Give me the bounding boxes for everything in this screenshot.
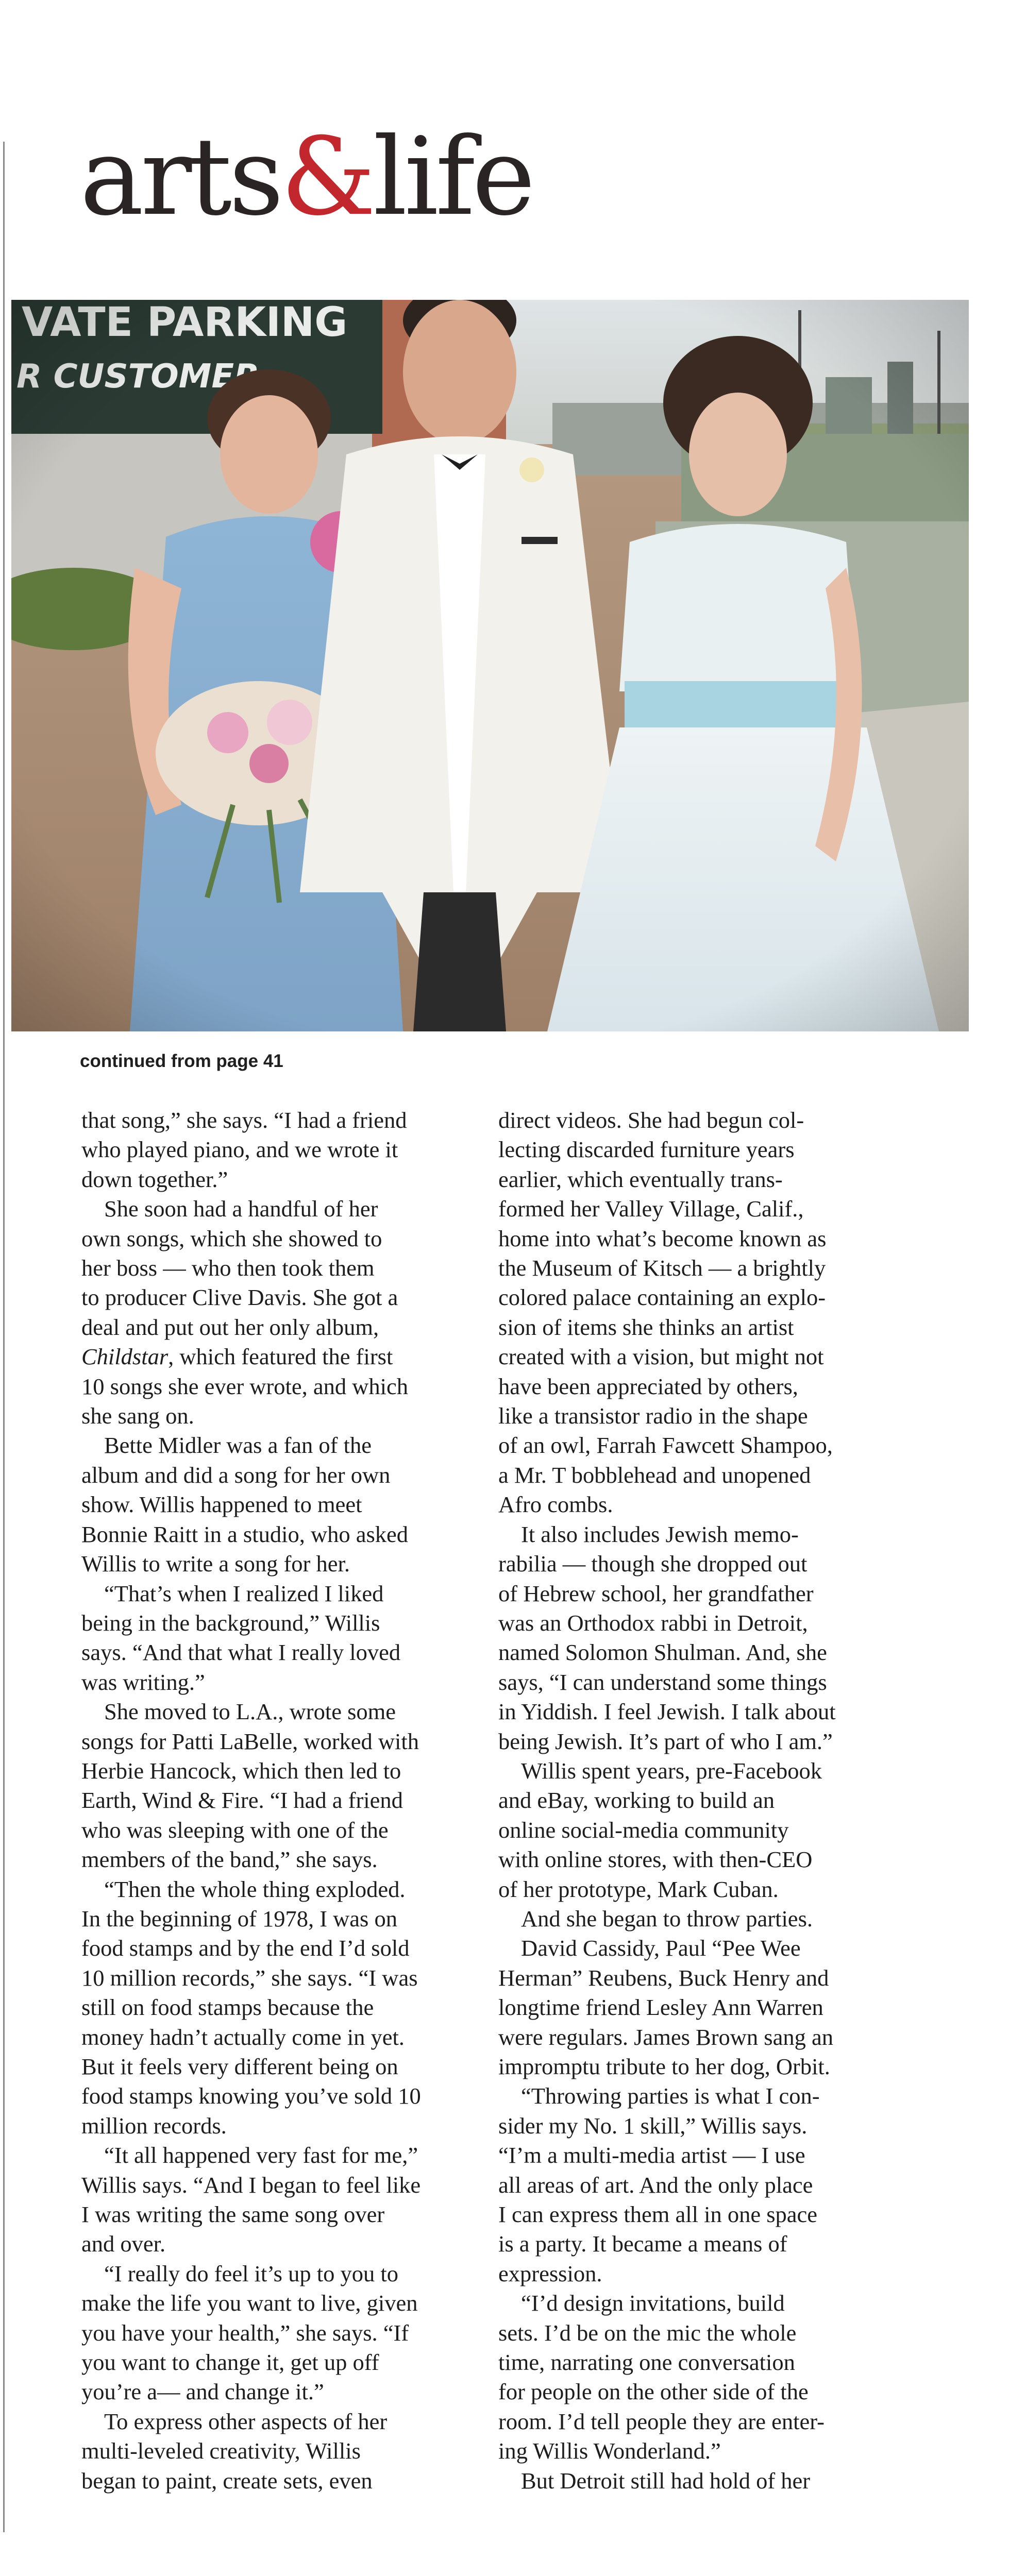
article-line: songs for Patti LaBelle, worked with (81, 1728, 419, 1754)
article-line: you’re a— and change it.” (81, 2379, 324, 2405)
article-paragraph (81, 1579, 452, 1698)
article-line: earlier, which eventually trans- (498, 1166, 783, 1192)
article-column-left (81, 1106, 452, 2496)
article-line: “That’s when I realized I liked (104, 1580, 384, 1606)
article-line: rabilia — though she dropped out (498, 1551, 808, 1577)
article-line: all areas of art. And the only place (498, 2172, 813, 2198)
article-line: In the beginning of 1978, I was on (81, 1905, 398, 1931)
article-line: named Solomon Shulman. And, she (498, 1639, 827, 1666)
article-line: that song,” she says. “I had a friend (81, 1107, 407, 1133)
article-line: room. I’d tell people they are enter- (498, 2408, 825, 2434)
article-line: were regulars. James Brown sang an (498, 2024, 833, 2050)
article-paragraph (81, 2259, 452, 2407)
article-line: It also includes Jewish memo- (521, 1521, 799, 1547)
article-line: longtime friend Lesley Ann Warren (498, 1994, 823, 2021)
article-line: of Hebrew school, her grandfather (498, 1580, 814, 1606)
article-paragraph (498, 1106, 869, 1520)
section-masthead (80, 115, 533, 240)
article-line: she sang on. (81, 1403, 194, 1429)
article-paragraph (498, 1904, 869, 1934)
article-line: album and did a song for her own (81, 1462, 391, 1488)
article-line: her boss — who then took them (81, 1255, 375, 1281)
article-line: David Cassidy, Paul “Pee Wee (521, 1935, 801, 1961)
article-line: like a transistor radio in the shape (498, 1403, 808, 1429)
article-paragraph (81, 2407, 452, 2496)
article-line: have been appreciated by others, (498, 1373, 798, 1399)
article-line: show. Willis happened to meet (81, 1492, 362, 1518)
article-line: make the life you want to live, given (81, 2290, 418, 2316)
article-line: Bonnie Raitt in a studio, who asked (81, 1521, 409, 1547)
article-line: 10 songs she ever wrote, and which (81, 1373, 408, 1399)
article-line: Herman” Reubens, Buck Henry and (498, 1964, 829, 1991)
article-line: Earth, Wind & Fire. “I had a friend (81, 1787, 403, 1814)
article-paragraph (498, 1520, 869, 1756)
article-line: million records. (81, 2112, 227, 2139)
article-line: Willis says. “And I began to feel like (81, 2172, 421, 2198)
article-line: “Throwing parties is what I con- (521, 2083, 820, 2109)
article-line: says, “I can understand some things (498, 1669, 827, 1695)
article-line: Childstar, which featured the first (81, 1344, 393, 1370)
continued-from-label: continued from page 41 (80, 1051, 283, 1071)
article-line: Herbie Hancock, which then led to (81, 1757, 401, 1784)
article-line: “I’m a multi-media artist — I use (498, 2142, 805, 2168)
article-paragraph (81, 2141, 452, 2259)
article-line: created with a vision, but might not (498, 1344, 824, 1370)
article-line: But Detroit still had hold of her (521, 2467, 811, 2494)
article-paragraph (81, 1194, 452, 1431)
article-line: But it feels very different being on (81, 2054, 398, 2079)
article-line: home into what’s become known as (498, 1225, 827, 1251)
article-line: sets. I’d be on the mic the whole (498, 2319, 797, 2346)
article-line: you have your health,” she says. “If (81, 2319, 409, 2346)
article-line: and eBay, working to build an (498, 1787, 775, 1814)
article-line: was writing.” (81, 1669, 205, 1695)
article-line: Willis spent years, pre-Facebook (521, 1757, 822, 1784)
article-line: food stamps and by the end I’d sold (81, 1935, 410, 1961)
article-line: of an owl, Farrah Fawcett Shampoo, (498, 1432, 833, 1459)
article-line: the Museum of Kitsch — a brightly (498, 1255, 826, 1281)
masthead-life: life (373, 115, 533, 240)
article-line: online social-media community (498, 1817, 789, 1843)
article-line: impromptu tribute to her dog, Orbit. (498, 2054, 830, 2079)
article-paragraph (498, 2081, 869, 2289)
article-paragraph (498, 1934, 869, 2081)
article-line: down together.” (81, 1166, 228, 1192)
article-line: Afro combs. (498, 1492, 613, 1518)
article-line: own songs, which she showed to (81, 1225, 382, 1251)
article-line: members of the band,” she says. (81, 1846, 378, 1873)
article-line: says. “And that what I really loved (81, 1639, 401, 1666)
article-paragraph (81, 1106, 452, 1194)
article-line: sion of items she thinks an artist (498, 1314, 794, 1340)
article-line: Willis to write a song for her. (81, 1551, 350, 1577)
masthead-arts: arts (80, 115, 281, 240)
article-line: 10 million records,” she says. “I was (81, 1964, 418, 1991)
article-line: who was sleeping with one of the (81, 1817, 389, 1843)
article-line: “I really do feel it’s up to you to (104, 2260, 398, 2286)
article-paragraph (498, 2289, 869, 2466)
article-line: multi-leveled creativity, Willis (81, 2438, 361, 2464)
article-paragraph (81, 1875, 452, 2141)
article-line: food stamps knowing you’ve sold 10 (81, 2083, 421, 2109)
article-line: with online stores, with then-CEO (498, 1846, 813, 1873)
article-line: “Then the whole thing exploded. (104, 1876, 406, 1902)
article-paragraph (498, 1756, 869, 1904)
article-line: being Jewish. It’s part of who I am.” (498, 1728, 833, 1754)
article-line: for people on the other side of the (498, 2379, 809, 2405)
wedding-photo (11, 300, 969, 1031)
article-line: and over. (81, 2231, 166, 2257)
article-line: deal and put out her only album, (81, 1314, 379, 1340)
article-line: To express other aspects of her (104, 2408, 388, 2434)
article-line: direct videos. She had begun col- (498, 1107, 804, 1133)
article-line: “I’d design invitations, build (521, 2290, 785, 2316)
article-line: ing Willis Wonderland.” (498, 2438, 721, 2464)
article-line: She moved to L.A., wrote some (104, 1699, 396, 1725)
article-line: sider my No. 1 skill,” Willis says. (498, 2112, 808, 2139)
article-line: you want to change it, get up off (81, 2349, 379, 2376)
article-line: lecting discarded furniture years (498, 1137, 795, 1163)
article-line: was an Orthodox rabbi in Detroit, (498, 1609, 808, 1636)
article-line: of her prototype, Mark Cuban. (498, 1876, 779, 1902)
article-paragraph (498, 2466, 869, 2496)
article-line: a Mr. T bobblehead and unopened (498, 1462, 811, 1488)
article-line: She soon had a handful of her (104, 1196, 378, 1222)
article-line: “It all happened very fast for me,” (104, 2142, 418, 2168)
article-line: colored palace containing an explo- (498, 1284, 826, 1311)
article-column-right (498, 1106, 869, 2496)
article-line: being in the background,” Willis (81, 1609, 380, 1636)
article-line: still on food stamps because the (81, 1994, 374, 2021)
article-paragraph (81, 1431, 452, 1579)
article-line: who played piano, and we wrote it (81, 1137, 398, 1163)
article-line: in Yiddish. I feel Jewish. I talk about (498, 1699, 836, 1725)
masthead-ampersand: & (280, 115, 373, 240)
article-line: began to paint, create sets, even (81, 2467, 373, 2494)
article-line: I was writing the same song over (81, 2201, 385, 2228)
article-line: money hadn’t actually come in yet. (81, 2024, 405, 2050)
article-paragraph (81, 1697, 452, 1874)
article-line: expression. (498, 2260, 602, 2286)
article-line: to producer Clive Davis. She got a (81, 1284, 398, 1311)
article-line: time, narrating one conversation (498, 2349, 795, 2376)
article-line: formed her Valley Village, Calif., (498, 1196, 804, 1222)
article-line: I can express them all in one space (498, 2201, 818, 2228)
article-line: is a party. It became a means of (498, 2231, 787, 2257)
left-margin-rule (3, 142, 5, 2532)
article-line: And she began to throw parties. (521, 1905, 813, 1931)
article-line: Bette Midler was a fan of the (104, 1432, 372, 1459)
